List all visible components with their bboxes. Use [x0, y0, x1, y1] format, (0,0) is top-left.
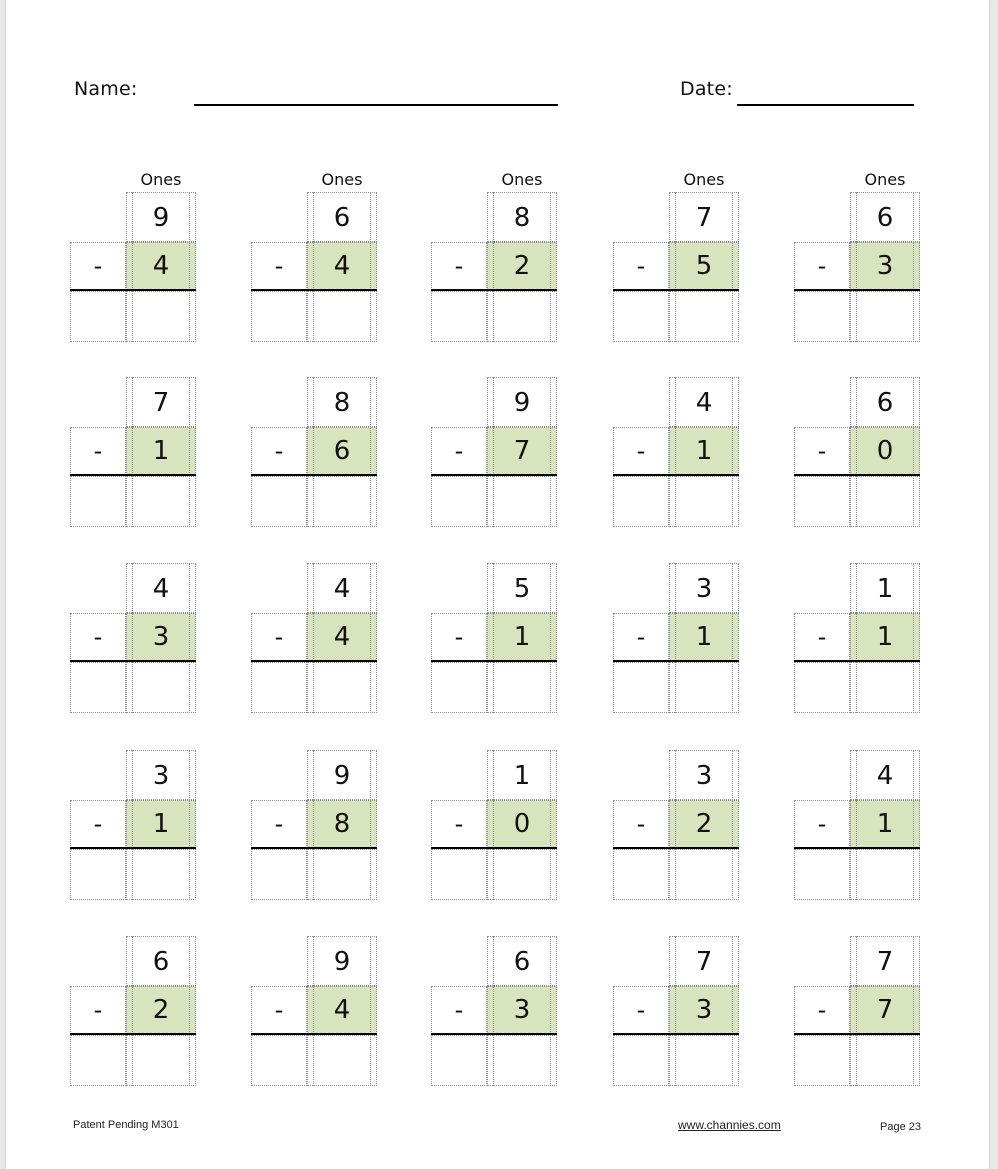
minuend-digit: 4 [152, 574, 170, 604]
subtraction-problem [70, 363, 196, 531]
minuend-digit: 9 [513, 388, 531, 418]
minuend-digit: 6 [513, 947, 531, 977]
subtraction-problem [70, 922, 196, 1090]
minuend-digit: 7 [695, 203, 713, 233]
answer-ones-inner [313, 291, 371, 342]
answer-blank-cell [431, 291, 487, 342]
answer-blank-cell [794, 849, 850, 900]
answer-ones-inner [856, 291, 914, 342]
subtraction-problem [70, 170, 196, 346]
ones-column-label: Ones [501, 170, 543, 189]
subtrahend-digit: 0 [513, 809, 531, 839]
subtrahend-digit: 1 [513, 622, 531, 652]
subtrahend-digit: 4 [333, 995, 351, 1025]
answer-ones-inner [493, 291, 551, 342]
answer-ones-inner [675, 476, 733, 527]
minuend-digit: 4 [695, 388, 713, 418]
patent-text: Patent Pending M301 [73, 1119, 179, 1131]
website-link[interactable]: www.channies.com [678, 1118, 781, 1132]
minuend-digit: 8 [513, 203, 531, 233]
minus-sign: - [454, 252, 464, 280]
answer-blank-cell [613, 1035, 669, 1086]
minus-sign: - [636, 996, 646, 1024]
minuend-digit: 9 [333, 947, 351, 977]
answer-blank-cell [251, 1035, 307, 1086]
subtraction-problem [431, 363, 557, 531]
subtraction-problem [794, 363, 920, 531]
minus-sign: - [636, 437, 646, 465]
answer-blank-cell [431, 476, 487, 527]
answer-blank-cell [251, 291, 307, 342]
answer-ones-inner [313, 662, 371, 713]
subtraction-problem [613, 736, 739, 904]
subtrahend-digit: 4 [333, 251, 351, 281]
subtrahend-digit: 7 [513, 436, 531, 466]
answer-blank-cell [794, 1035, 850, 1086]
answer-ones-inner [132, 291, 190, 342]
answer-blank-cell [613, 291, 669, 342]
minus-sign: - [636, 252, 646, 280]
answer-blank-cell [70, 476, 126, 527]
answer-blank-cell [613, 849, 669, 900]
minus-sign: - [636, 623, 646, 651]
minus-sign: - [636, 810, 646, 838]
minus-sign: - [93, 623, 103, 651]
minus-sign: - [454, 810, 464, 838]
answer-ones-inner [856, 849, 914, 900]
minus-sign: - [274, 623, 284, 651]
page-number: Page 23 [880, 1121, 921, 1133]
date-line [737, 104, 914, 106]
subtraction-problem [431, 922, 557, 1090]
answer-blank-cell [70, 1035, 126, 1086]
subtrahend-digit: 3 [876, 251, 894, 281]
subtrahend-digit: 1 [152, 809, 170, 839]
subtrahend-digit: 0 [876, 436, 894, 466]
subtraction-problem [70, 549, 196, 717]
subtrahend-digit: 5 [695, 251, 713, 281]
answer-ones-inner [675, 291, 733, 342]
minus-sign: - [93, 996, 103, 1024]
answer-blank-cell [794, 291, 850, 342]
answer-ones-inner [313, 1035, 371, 1086]
subtraction-problem [431, 736, 557, 904]
subtraction-problem [251, 363, 377, 531]
answer-blank-cell [613, 662, 669, 713]
subtrahend-digit: 4 [152, 251, 170, 281]
answer-ones-inner [856, 476, 914, 527]
answer-ones-inner [675, 662, 733, 713]
subtraction-problem [70, 736, 196, 904]
minus-sign: - [274, 996, 284, 1024]
subtraction-problem [794, 170, 920, 346]
answer-blank-cell [251, 849, 307, 900]
name-line [194, 104, 558, 106]
minus-sign: - [93, 810, 103, 838]
answer-blank-cell [613, 476, 669, 527]
subtraction-problem [431, 549, 557, 717]
subtraction-problem [251, 549, 377, 717]
answer-ones-inner [132, 1035, 190, 1086]
answer-blank-cell [431, 1035, 487, 1086]
subtraction-problem [431, 170, 557, 346]
subtrahend-digit: 1 [876, 622, 894, 652]
subtrahend-digit: 6 [333, 436, 351, 466]
answer-ones-inner [132, 849, 190, 900]
minus-sign: - [93, 252, 103, 280]
minuend-digit: 3 [152, 761, 170, 791]
minuend-digit: 7 [876, 947, 894, 977]
date-label: Date: [680, 78, 733, 100]
subtrahend-digit: 4 [333, 622, 351, 652]
answer-blank-cell [70, 662, 126, 713]
subtraction-problem [251, 922, 377, 1090]
minus-sign: - [454, 437, 464, 465]
answer-blank-cell [251, 662, 307, 713]
answer-ones-inner [493, 662, 551, 713]
minuend-digit: 5 [513, 574, 531, 604]
answer-blank-cell [431, 662, 487, 713]
ones-column-label: Ones [140, 170, 182, 189]
minuend-digit: 7 [152, 388, 170, 418]
answer-ones-inner [856, 1035, 914, 1086]
subtrahend-digit: 1 [152, 436, 170, 466]
minus-sign: - [817, 437, 827, 465]
subtrahend-digit: 1 [876, 809, 894, 839]
minus-sign: - [454, 623, 464, 651]
subtraction-problem [613, 922, 739, 1090]
answer-blank-cell [251, 476, 307, 527]
answer-blank-cell [431, 849, 487, 900]
minus-sign: - [817, 252, 827, 280]
subtraction-problem [794, 549, 920, 717]
name-label: Name: [74, 78, 138, 100]
answer-ones-inner [132, 662, 190, 713]
minus-sign: - [817, 623, 827, 651]
subtraction-problem [613, 363, 739, 531]
answer-ones-inner [493, 849, 551, 900]
worksheet-page [6, 0, 989, 1169]
answer-blank-cell [794, 662, 850, 713]
subtraction-problem [613, 549, 739, 717]
subtrahend-digit: 1 [695, 622, 713, 652]
minuend-digit: 1 [876, 574, 894, 604]
subtrahend-digit: 2 [695, 809, 713, 839]
subtraction-problem [251, 170, 377, 346]
answer-blank-cell [70, 849, 126, 900]
subtrahend-digit: 8 [333, 809, 351, 839]
subtraction-problem [794, 922, 920, 1090]
answer-blank-cell [794, 476, 850, 527]
ones-column-label: Ones [321, 170, 363, 189]
minuend-digit: 9 [152, 203, 170, 233]
minuend-digit: 9 [333, 761, 351, 791]
minuend-digit: 1 [513, 761, 531, 791]
subtrahend-digit: 1 [695, 436, 713, 466]
minuend-digit: 6 [152, 947, 170, 977]
minus-sign: - [274, 437, 284, 465]
answer-ones-inner [675, 1035, 733, 1086]
answer-ones-inner [313, 476, 371, 527]
subtrahend-digit: 3 [513, 995, 531, 1025]
minuend-digit: 3 [695, 574, 713, 604]
ones-column-label: Ones [864, 170, 906, 189]
subtrahend-digit: 2 [152, 995, 170, 1025]
answer-ones-inner [313, 849, 371, 900]
answer-ones-inner [493, 476, 551, 527]
answer-ones-inner [856, 662, 914, 713]
ones-column-label: Ones [683, 170, 725, 189]
minus-sign: - [817, 810, 827, 838]
minuend-digit: 3 [695, 761, 713, 791]
minus-sign: - [93, 437, 103, 465]
minus-sign: - [817, 996, 827, 1024]
minuend-digit: 6 [333, 203, 351, 233]
answer-ones-inner [493, 1035, 551, 1086]
minuend-digit: 4 [333, 574, 351, 604]
minuend-digit: 6 [876, 203, 894, 233]
answer-ones-inner [675, 849, 733, 900]
minuend-digit: 4 [876, 761, 894, 791]
subtrahend-digit: 2 [513, 251, 531, 281]
subtrahend-digit: 3 [152, 622, 170, 652]
minuend-digit: 6 [876, 388, 894, 418]
minus-sign: - [454, 996, 464, 1024]
minuend-digit: 7 [695, 947, 713, 977]
answer-blank-cell [70, 291, 126, 342]
minus-sign: - [274, 252, 284, 280]
minus-sign: - [274, 810, 284, 838]
subtrahend-digit: 7 [876, 995, 894, 1025]
subtrahend-digit: 3 [695, 995, 713, 1025]
minuend-digit: 8 [333, 388, 351, 418]
subtraction-problem [613, 170, 739, 346]
answer-ones-inner [132, 476, 190, 527]
subtraction-problem [251, 736, 377, 904]
subtraction-problem [794, 736, 920, 904]
